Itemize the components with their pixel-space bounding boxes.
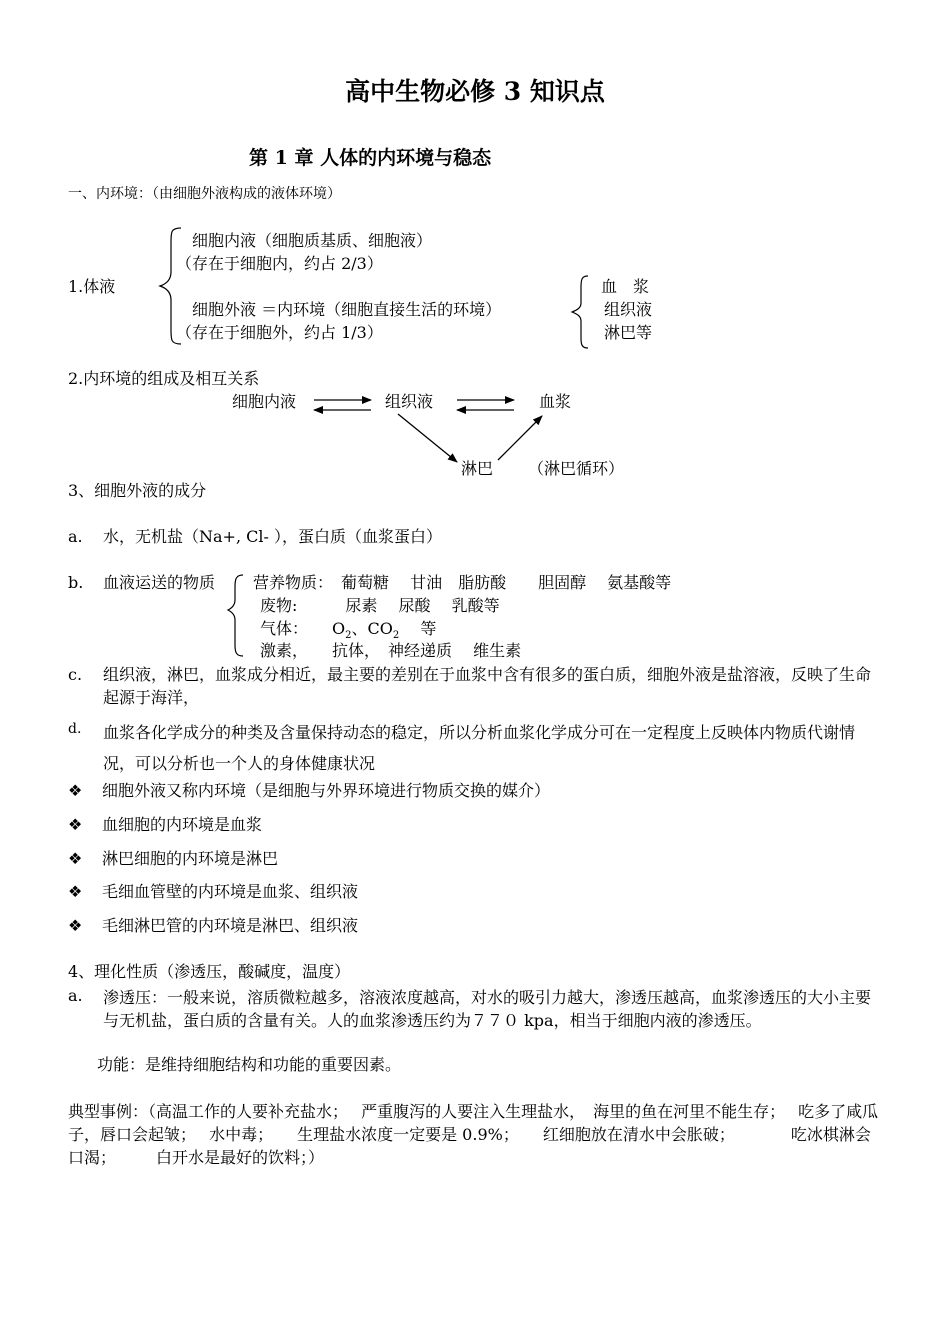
component-tissue-fluid: 组织液 [604, 300, 653, 319]
item-c-text: 组织液，淋巴，血浆成分相近，最主要的差别在于血浆中含有很多的蛋白质，细胞外液是盐溶液，反映了生命起源于海洋， [103, 665, 872, 707]
item-c-marker: c. [68, 665, 83, 684]
diamond-bullet-icon: ❖ [68, 781, 83, 800]
b-gases-label: 气体： [260, 619, 333, 638]
left-brace [160, 228, 181, 344]
arrow-tissue-to-lymph [398, 414, 457, 462]
diamond-bullet-icon: ❖ [68, 849, 83, 868]
bullet-text: 毛细淋巴管的内环境是淋巴、组织液 [102, 916, 359, 935]
b-nutrients: 营养物质： 葡萄糖 甘油 脂肪酸 胆固醇 氨基酸等 [253, 573, 672, 592]
intracellular-note: （存在于细胞内，约占 2/3） [176, 254, 383, 273]
osmotic-pressure-text: 渗透压：一般来说，溶质微粒越多，溶液浓度越高，对水的吸引力越大，渗透压越高，血浆渗透压的大小主要与无机盐，蛋白质的含量有关。人的血浆渗透压约为７７０ kpa，相当于细胞内液的渗透压。 [103, 988, 872, 1030]
b-hormones: 激素， 抗体， 神经递质 维生素 [260, 641, 522, 660]
gas-o2: O [332, 619, 346, 638]
item-a-text: 水，无机盐（Na+, Cl- ），蛋白质（血浆蛋白） [103, 527, 442, 546]
section4-heading: 4、理化性质（渗透压，酸碱度，温度） [68, 962, 351, 981]
item-d-text: 血浆各化学成分的种类及含量保持动态的稳定，所以分析血浆化学成分可在一定程度上反映体内物质代谢情况，可以分析也一个人的身体健康状况 [103, 723, 856, 773]
bullet-text: 淋巴细胞的内环境是淋巴 [102, 849, 279, 868]
node-intracellular: 细胞内液 [232, 392, 297, 411]
extracellular-fluid: 细胞外液 ＝内环境（细胞直接生活的环境） [192, 300, 502, 319]
diamond-bullet-icon: ❖ [68, 815, 83, 834]
arrow-lymph-to-plasma [498, 416, 542, 460]
item-a-marker: a. [68, 527, 83, 546]
item-b-marker: b. [68, 573, 84, 592]
diamond-bullet-icon: ❖ [68, 882, 83, 901]
page-title: 高中生物必修 3 知识点 [345, 77, 605, 106]
bullet-text: 细胞外液又称内环境（是细胞与外界环境进行物质交换的媒介） [102, 781, 551, 800]
bullet-text: 血细胞的内环境是血浆 [102, 815, 263, 834]
section1-heading: 一、内环境：（由细胞外液构成的液体环境） [68, 186, 341, 202]
body-fluid-label: 1.体液 [68, 277, 116, 296]
section2-heading: 2.内环境的组成及相互关系 [68, 369, 260, 388]
component-plasma: 血 浆 [601, 277, 650, 296]
b-brace [228, 575, 243, 656]
typical-examples: 典型事例：（高温工作的人要补充盐水； 严重腹泻的人要注入生理盐水， 海里的鱼在河里不能生存； 吃多了咸瓜子，唇口会起皱； 水中毒； 生理盐水浓度一定要是 0.9%； 红细胞放在清水中会胀破； 吃冰棋淋会口渴； 白开水是最好的饮料；） [68, 1102, 879, 1167]
component-lymph: 淋巴等 [604, 323, 653, 342]
section3-heading: 3、细胞外液的成分 [68, 481, 207, 500]
osmotic-marker: a. [68, 986, 83, 1005]
lymph-circulation-note: （淋巴循环） [528, 459, 625, 478]
node-tissue-fluid: 组织液 [385, 392, 434, 411]
b-wastes: 废物: 尿素 尿酸 乳酸等 [260, 596, 500, 615]
node-lymph: 淋巴 [461, 459, 494, 478]
right-brace [572, 276, 588, 348]
item-d-marker: d. [68, 721, 82, 737]
extracellular-note: （存在于细胞外，约占 1/3） [176, 323, 383, 342]
diamond-bullet-icon: ❖ [68, 916, 83, 935]
node-plasma: 血浆 [539, 392, 572, 411]
gas-tail: 等 [399, 619, 437, 638]
bullet-text: 毛细血管壁的内环境是血浆、组织液 [102, 882, 359, 901]
chapter-title: 第 1 章 人体的内环境与稳态 [249, 147, 492, 169]
item-b-label: 血液运送的物质 [103, 573, 216, 592]
intracellular-fluid: 细胞内液（细胞质基质、细胞液） [192, 231, 433, 250]
gas-separator: 、CO [351, 619, 393, 638]
gas-co2-subscript: 2 [392, 630, 400, 642]
function-text: 功能：是维持细胞结构和功能的重要因素。 [97, 1055, 402, 1074]
gas-o2-subscript: 2 [345, 630, 352, 642]
